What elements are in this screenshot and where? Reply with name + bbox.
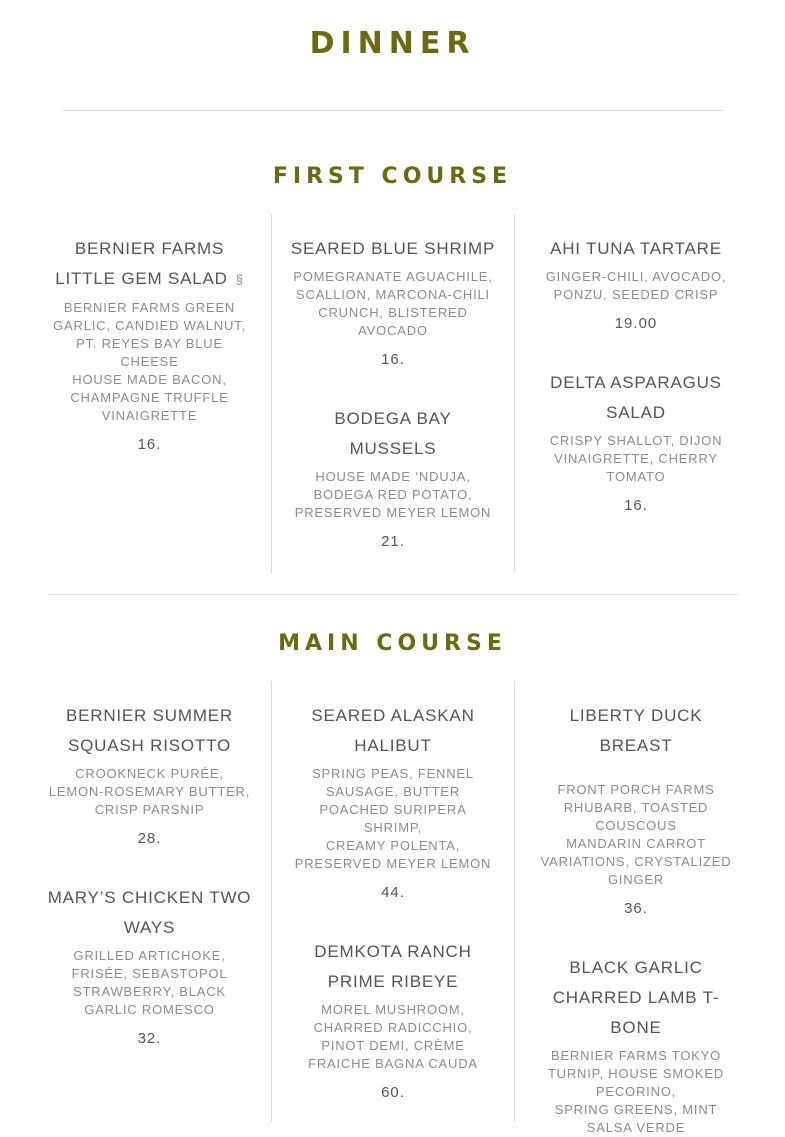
menu-column — [514, 681, 757, 1135]
item-description-line: MOREL MUSHROOM, CHARRED RADICCHIO, PINOT DEMI, CRÈME FRAICHE BAGNA CAUDA — [308, 1002, 478, 1071]
item-description-line: GINGER-CHILI, AVOCADO, PONZU, SEEDED CRISP — [545, 269, 727, 302]
main-course-title: MAIN COURSE — [278, 631, 507, 656]
item-name — [290, 404, 496, 464]
item-name — [290, 234, 496, 264]
item-name-text: DEMKOTA RANCH PRIME RIBEYE — [314, 942, 472, 991]
item-description — [290, 468, 496, 522]
menu-item — [290, 937, 496, 1103]
item-name — [290, 937, 496, 997]
item-description-line: GRILLED ARTICHOKE, FRISÉE, SEBASTOPOL STRAWBERRY, BLACK GARLIC ROMESCO — [71, 948, 228, 1017]
item-description — [46, 765, 253, 819]
item-name — [533, 234, 739, 264]
menu-item — [290, 234, 496, 370]
menu-title: DINNER — [309, 26, 476, 61]
first-course-title: FIRST COURSE — [272, 164, 513, 189]
item-name-text: DELTA ASPARAGUS SALAD — [550, 373, 722, 422]
item-description-line: HOUSE MADE ‘NDUJA, BODEGA RED POTATO, PRESERVED MEYER LEMON — [294, 469, 492, 520]
item-description — [290, 1001, 496, 1073]
item-price: 60. — [381, 1084, 405, 1101]
item-description — [290, 765, 496, 873]
item-description-line: SPRING GREENS, MINT SALSA VERDE — [554, 1102, 718, 1135]
item-description — [533, 432, 739, 486]
item-name-text: BERNIER FARMS LITTLE GEM SALAD — [55, 239, 228, 288]
menu-item — [533, 701, 739, 919]
menu-item — [290, 404, 496, 552]
item-description — [533, 268, 739, 304]
item-description-line: MANDARIN CARROT VARIATIONS, CRYSTALIZED GINGER — [540, 836, 732, 887]
item-price: 16. — [137, 436, 162, 453]
menu-item — [290, 701, 496, 903]
main-course-columns — [28, 681, 757, 1135]
top-divider — [62, 110, 723, 111]
item-description — [533, 1047, 739, 1137]
item-name — [533, 701, 739, 761]
item-description-line: FRONT PORCH FARMS RHUBARB, TOASTED COUSCOUS — [557, 782, 715, 833]
item-price: 19.00 — [614, 315, 658, 332]
item-description-line: POMEGRANATE AGUACHILE, SCALLION, MARCONA-CHILI CRUNCH, BLISTERED AVOCADO — [293, 269, 493, 338]
item-description-line: CREAMY POLENTA, PRESERVED MEYER LEMON — [294, 838, 492, 871]
item-name — [46, 234, 253, 295]
item-name — [290, 701, 496, 761]
menu-item — [46, 883, 253, 1049]
item-name — [46, 701, 253, 761]
item-price: 21. — [381, 533, 405, 550]
menu-item — [533, 368, 739, 516]
menu-item — [533, 953, 739, 1137]
item-spacer — [533, 761, 739, 777]
item-name-text: BLACK GARLIC CHARRED LAMB T-BONE — [552, 958, 720, 1037]
item-name — [533, 368, 739, 428]
item-description — [46, 299, 253, 425]
menu-column — [28, 681, 271, 1122]
item-description — [533, 781, 739, 889]
item-description-line: BERNIER FARMS GREEN GARLIC, CANDIED WALNUT, PT. REYES BAY BLUE CHEESE — [53, 300, 246, 369]
item-description — [290, 268, 496, 340]
item-name-text: LIBERTY DUCK BREAST — [569, 706, 703, 755]
item-name — [533, 953, 739, 1043]
menu-column — [28, 214, 271, 574]
item-name-text: BERNIER SUMMER SQUASH RISOTTO — [65, 706, 234, 755]
item-description-line: CROOKNECK PURÉE, LEMON-ROSEMARY BUTTER, CRISP PARSNIP — [48, 766, 251, 817]
item-price: 28. — [137, 830, 162, 847]
menu-column — [271, 681, 514, 1122]
menu-column — [271, 214, 514, 574]
item-description-line: SPRING PEAS, FENNEL SAUSAGE, BUTTER POACHED SURIPERA SHRIMP, — [312, 766, 474, 835]
menu-item — [533, 234, 739, 334]
item-price: 32. — [137, 1030, 162, 1047]
item-description — [46, 947, 253, 1019]
section-divider — [48, 594, 738, 595]
item-name-text: BODEGA BAY MUSSELS — [334, 409, 452, 458]
item-description-line: HOUSE MADE BACON, CHAMPAGNE TRUFFLE VINAIGRETTE — [70, 372, 229, 423]
item-price: 16. — [381, 351, 405, 368]
item-price: 36. — [624, 900, 648, 917]
item-price: 16. — [624, 497, 648, 514]
item-description-line: BERNIER FARMS TOKYO TURNIP, HOUSE SMOKED PECORINO, — [547, 1048, 725, 1099]
item-price: 44. — [381, 884, 405, 901]
first-course-columns — [28, 214, 757, 574]
item-name-text: AHI TUNA TARTARE — [550, 239, 722, 258]
menu-item — [46, 234, 253, 455]
item-description-line: CRISPY SHALLOT, DIJON VINAIGRETTE, CHERRY TOMATO — [549, 433, 723, 484]
item-note-mark: § — [235, 272, 244, 287]
menu-column — [514, 214, 757, 574]
item-name-text: MARY’S CHICKEN TWO WAYS — [47, 888, 252, 937]
item-name-text: SEARED ALASKAN HALIBUT — [311, 706, 475, 755]
menu-item — [46, 701, 253, 849]
item-name-text: SEARED BLUE SHRIMP — [290, 239, 496, 258]
item-name — [46, 883, 253, 943]
